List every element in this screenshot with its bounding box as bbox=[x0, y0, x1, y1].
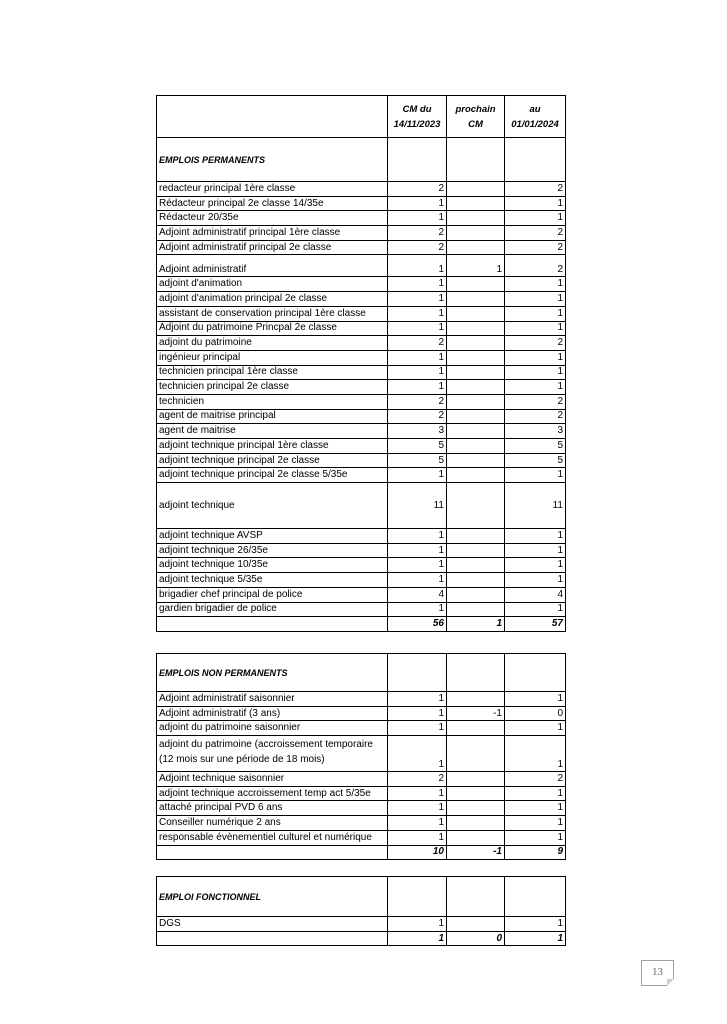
table-row bbox=[157, 196, 566, 211]
total-next-cm: -1 bbox=[447, 845, 505, 860]
cell-cm-date: 11 bbox=[388, 483, 447, 529]
cell-next-cm bbox=[447, 786, 505, 801]
cell-as-of-date: 3 bbox=[505, 424, 566, 439]
cell-cm-date: 2 bbox=[388, 336, 447, 351]
row-label: agent de maitrise principal bbox=[157, 409, 388, 424]
total-row bbox=[157, 931, 566, 946]
table-row bbox=[157, 365, 566, 380]
row-label: adjoint technique 5/35e bbox=[157, 573, 388, 588]
table-row bbox=[157, 468, 566, 483]
cell-next-cm bbox=[447, 917, 505, 932]
cell-as-of-date: 2 bbox=[505, 255, 566, 277]
row-label: Adjoint technique saisonnier bbox=[157, 772, 388, 787]
row-label: adjoint technique bbox=[157, 483, 388, 529]
cell-as-of-date: 1 bbox=[505, 292, 566, 307]
table-row bbox=[157, 543, 566, 558]
row-label: adjoint technique accroissement temp act 5/35e bbox=[157, 786, 388, 801]
total-label-cell bbox=[157, 931, 388, 946]
table-row bbox=[157, 736, 566, 772]
row-label: Adjoint administratif (3 ans) bbox=[157, 706, 388, 721]
cell-cm-date: 2 bbox=[388, 409, 447, 424]
cell-as-of-date: 1 bbox=[505, 380, 566, 395]
total-cm-date: 10 bbox=[388, 845, 447, 860]
row-label: adjoint d'animation principal 2e classe bbox=[157, 292, 388, 307]
cell-as-of-date: 1 bbox=[505, 543, 566, 558]
cell-as-of-date: 1 bbox=[505, 350, 566, 365]
total-label-cell bbox=[157, 845, 388, 860]
table-row bbox=[157, 558, 566, 573]
row-label: Adjoint administratif saisonnier bbox=[157, 692, 388, 707]
table-row bbox=[157, 226, 566, 241]
cell-as-of-date: 1 bbox=[505, 736, 566, 772]
cell-next-cm bbox=[447, 801, 505, 816]
table-row bbox=[157, 706, 566, 721]
header-as-of-date: au 01/01/2024 bbox=[505, 96, 566, 138]
header-next-cm: prochain CM bbox=[447, 96, 505, 138]
cell-as-of-date: 1 bbox=[505, 573, 566, 588]
cell-cm-date: 1 bbox=[388, 468, 447, 483]
row-label: adjoint technique 26/35e bbox=[157, 543, 388, 558]
cell-next-cm bbox=[447, 587, 505, 602]
cell-as-of-date: 1 bbox=[505, 917, 566, 932]
total-next-cm: 1 bbox=[447, 617, 505, 632]
cell-next-cm bbox=[447, 558, 505, 573]
cell-cm-date: 1 bbox=[388, 350, 447, 365]
table-row bbox=[157, 721, 566, 736]
cell-next-cm bbox=[447, 394, 505, 409]
row-label: Rédacteur principal 2e classe 14/35e bbox=[157, 196, 388, 211]
cell-as-of-date: 1 bbox=[505, 468, 566, 483]
cell-as-of-date: 1 bbox=[505, 196, 566, 211]
row-label: adjoint technique principal 2e classe 5/35e bbox=[157, 468, 388, 483]
row-label: adjoint d'animation bbox=[157, 277, 388, 292]
cell-as-of-date: 1 bbox=[505, 830, 566, 845]
cell-as-of-date: 2 bbox=[505, 182, 566, 197]
table-row bbox=[157, 573, 566, 588]
cell-next-cm bbox=[447, 292, 505, 307]
cell-next-cm bbox=[447, 336, 505, 351]
cell-as-of-date: 0 bbox=[505, 706, 566, 721]
total-label-cell bbox=[157, 617, 388, 632]
cell-next-cm bbox=[447, 816, 505, 831]
cell-cm-date: 1 bbox=[388, 721, 447, 736]
cell-cm-date: 1 bbox=[388, 365, 447, 380]
cell-next-cm bbox=[447, 692, 505, 707]
cell-next-cm bbox=[447, 211, 505, 226]
cell-as-of-date: 2 bbox=[505, 394, 566, 409]
cell-next-cm bbox=[447, 439, 505, 454]
cell-next-cm bbox=[447, 483, 505, 529]
row-label: technicien bbox=[157, 394, 388, 409]
cell-next-cm bbox=[447, 409, 505, 424]
cell-next-cm bbox=[447, 321, 505, 336]
row-label: Adjoint administratif principal 1ère classe bbox=[157, 226, 388, 241]
row-label: gardien brigadier de police bbox=[157, 602, 388, 617]
cell-as-of-date: 1 bbox=[505, 602, 566, 617]
section-heading-row bbox=[157, 654, 566, 692]
table-row bbox=[157, 816, 566, 831]
row-label: Adjoint administratif principal 2e classe bbox=[157, 240, 388, 255]
cell-cm-date: 1 bbox=[388, 529, 447, 544]
table-row bbox=[157, 292, 566, 307]
table-row bbox=[157, 211, 566, 226]
cell-cm-date: 1 bbox=[388, 786, 447, 801]
cell-cm-date: 2 bbox=[388, 240, 447, 255]
cell-next-cm: -1 bbox=[447, 706, 505, 721]
total-row bbox=[157, 845, 566, 860]
cell-as-of-date: 2 bbox=[505, 409, 566, 424]
table-row bbox=[157, 321, 566, 336]
row-label: adjoint technique principal 1ère classe bbox=[157, 439, 388, 454]
section-title: EMPLOIS PERMANENTS bbox=[157, 138, 388, 182]
row-label: ingénieur principal bbox=[157, 350, 388, 365]
cell-next-cm bbox=[447, 721, 505, 736]
cell-next-cm bbox=[447, 424, 505, 439]
row-label: Adjoint administratif bbox=[157, 255, 388, 277]
cell-cm-date: 2 bbox=[388, 394, 447, 409]
table-row bbox=[157, 453, 566, 468]
cell-cm-date: 5 bbox=[388, 439, 447, 454]
cell-next-cm bbox=[447, 468, 505, 483]
cell-next-cm bbox=[447, 453, 505, 468]
cell-next-cm bbox=[447, 529, 505, 544]
cell-next-cm bbox=[447, 736, 505, 772]
section-title: EMPLOI FONCTIONNEL bbox=[157, 877, 388, 917]
row-label: attaché principal PVD 6 ans bbox=[157, 801, 388, 816]
table-row bbox=[157, 917, 566, 932]
cell-as-of-date: 2 bbox=[505, 772, 566, 787]
cell-as-of-date: 1 bbox=[505, 529, 566, 544]
table-row bbox=[157, 602, 566, 617]
section-title: EMPLOIS NON PERMANENTS bbox=[157, 654, 388, 692]
cell-cm-date: 4 bbox=[388, 587, 447, 602]
table-row bbox=[157, 439, 566, 454]
functional-job-table bbox=[156, 876, 565, 946]
cell-as-of-date: 11 bbox=[505, 483, 566, 529]
cell-next-cm bbox=[447, 830, 505, 845]
cell-cm-date: 1 bbox=[388, 692, 447, 707]
cell-next-cm bbox=[447, 182, 505, 197]
cell-cm-date: 1 bbox=[388, 543, 447, 558]
table-row bbox=[157, 587, 566, 602]
table-row bbox=[157, 830, 566, 845]
table-row bbox=[157, 692, 566, 707]
cell-next-cm bbox=[447, 350, 505, 365]
table-row bbox=[157, 277, 566, 292]
cell-next-cm bbox=[447, 573, 505, 588]
cell-cm-date: 1 bbox=[388, 558, 447, 573]
table-row bbox=[157, 350, 566, 365]
section-heading-row bbox=[157, 138, 566, 182]
page-number-box bbox=[641, 960, 674, 986]
table-header-row bbox=[157, 96, 566, 138]
table-row bbox=[157, 409, 566, 424]
cell-next-cm: 1 bbox=[447, 255, 505, 277]
cell-as-of-date: 4 bbox=[505, 587, 566, 602]
cell-cm-date: 2 bbox=[388, 226, 447, 241]
row-label: agent de maitrise bbox=[157, 424, 388, 439]
cell-as-of-date: 1 bbox=[505, 277, 566, 292]
cell-as-of-date: 1 bbox=[505, 692, 566, 707]
row-label: assistant de conservation principal 1ère classe bbox=[157, 306, 388, 321]
table-row bbox=[157, 529, 566, 544]
cell-cm-date: 1 bbox=[388, 211, 447, 226]
cell-cm-date: 1 bbox=[388, 816, 447, 831]
cell-as-of-date: 5 bbox=[505, 439, 566, 454]
row-label: adjoint technique AVSP bbox=[157, 529, 388, 544]
cell-cm-date: 1 bbox=[388, 801, 447, 816]
cell-next-cm bbox=[447, 196, 505, 211]
table-row bbox=[157, 772, 566, 787]
row-label: Conseiller numérique 2 ans bbox=[157, 816, 388, 831]
header-cm-date: CM du 14/11/2023 bbox=[388, 96, 447, 138]
table-row bbox=[157, 394, 566, 409]
row-label: technicien principal 2e classe bbox=[157, 380, 388, 395]
table-row bbox=[157, 424, 566, 439]
cell-as-of-date: 2 bbox=[505, 336, 566, 351]
table-row bbox=[157, 306, 566, 321]
row-label: brigadier chef principal de police bbox=[157, 587, 388, 602]
cell-cm-date: 1 bbox=[388, 602, 447, 617]
row-label: adjoint du patrimoine saisonnier bbox=[157, 721, 388, 736]
row-label: adjoint du patrimoine (accroissement temporaire (12 mois sur une période de 18 mois) bbox=[157, 736, 388, 772]
row-label: Adjoint du patrimoine Princpal 2e classe bbox=[157, 321, 388, 336]
cell-as-of-date: 1 bbox=[505, 816, 566, 831]
section-heading-row bbox=[157, 877, 566, 917]
cell-as-of-date: 1 bbox=[505, 211, 566, 226]
cell-cm-date: 1 bbox=[388, 321, 447, 336]
cell-cm-date: 1 bbox=[388, 292, 447, 307]
cell-cm-date: 1 bbox=[388, 255, 447, 277]
table-row bbox=[157, 182, 566, 197]
total-cm-date: 1 bbox=[388, 931, 447, 946]
cell-next-cm bbox=[447, 602, 505, 617]
row-label: redacteur principal 1ère classe bbox=[157, 182, 388, 197]
total-next-cm: 0 bbox=[447, 931, 505, 946]
row-label: adjoint du patrimoine bbox=[157, 336, 388, 351]
cell-as-of-date: 1 bbox=[505, 558, 566, 573]
cell-cm-date: 1 bbox=[388, 306, 447, 321]
row-label: DGS bbox=[157, 917, 388, 932]
row-label: responsable évènementiel culturel et numérique bbox=[157, 830, 388, 845]
total-row bbox=[157, 617, 566, 632]
cell-cm-date: 1 bbox=[388, 917, 447, 932]
permanent-jobs-table bbox=[156, 95, 565, 632]
total-as-of-date: 1 bbox=[505, 931, 566, 946]
cell-next-cm bbox=[447, 543, 505, 558]
cell-cm-date: 1 bbox=[388, 736, 447, 772]
page-number: 13 bbox=[652, 966, 663, 978]
non-permanent-jobs-table bbox=[156, 653, 565, 860]
cell-as-of-date: 5 bbox=[505, 453, 566, 468]
table-row bbox=[157, 336, 566, 351]
cell-cm-date: 1 bbox=[388, 830, 447, 845]
table-row bbox=[157, 380, 566, 395]
cell-as-of-date: 1 bbox=[505, 321, 566, 336]
row-label: technicien principal 1ère classe bbox=[157, 365, 388, 380]
total-as-of-date: 57 bbox=[505, 617, 566, 632]
cell-next-cm bbox=[447, 240, 505, 255]
cell-as-of-date: 1 bbox=[505, 801, 566, 816]
total-as-of-date: 9 bbox=[505, 845, 566, 860]
cell-cm-date: 1 bbox=[388, 573, 447, 588]
cell-next-cm bbox=[447, 365, 505, 380]
cell-as-of-date: 1 bbox=[505, 365, 566, 380]
cell-cm-date: 1 bbox=[388, 196, 447, 211]
cell-cm-date: 1 bbox=[388, 277, 447, 292]
row-label: Rédacteur 20/35e bbox=[157, 211, 388, 226]
cell-cm-date: 2 bbox=[388, 772, 447, 787]
cell-cm-date: 1 bbox=[388, 706, 447, 721]
table-row bbox=[157, 240, 566, 255]
page-fold-icon bbox=[667, 979, 674, 986]
cell-next-cm bbox=[447, 277, 505, 292]
cell-as-of-date: 1 bbox=[505, 306, 566, 321]
table-row bbox=[157, 801, 566, 816]
cell-as-of-date: 2 bbox=[505, 226, 566, 241]
cell-next-cm bbox=[447, 772, 505, 787]
cell-cm-date: 1 bbox=[388, 380, 447, 395]
table-row bbox=[157, 483, 566, 529]
cell-next-cm bbox=[447, 226, 505, 241]
cell-cm-date: 3 bbox=[388, 424, 447, 439]
cell-as-of-date: 2 bbox=[505, 240, 566, 255]
total-cm-date: 56 bbox=[388, 617, 447, 632]
row-label: adjoint technique principal 2e classe bbox=[157, 453, 388, 468]
cell-next-cm bbox=[447, 380, 505, 395]
row-label: adjoint technique 10/35e bbox=[157, 558, 388, 573]
table-row bbox=[157, 786, 566, 801]
table-row bbox=[157, 255, 566, 277]
cell-as-of-date: 1 bbox=[505, 786, 566, 801]
cell-cm-date: 2 bbox=[388, 182, 447, 197]
cell-next-cm bbox=[447, 306, 505, 321]
cell-as-of-date: 1 bbox=[505, 721, 566, 736]
cell-cm-date: 5 bbox=[388, 453, 447, 468]
